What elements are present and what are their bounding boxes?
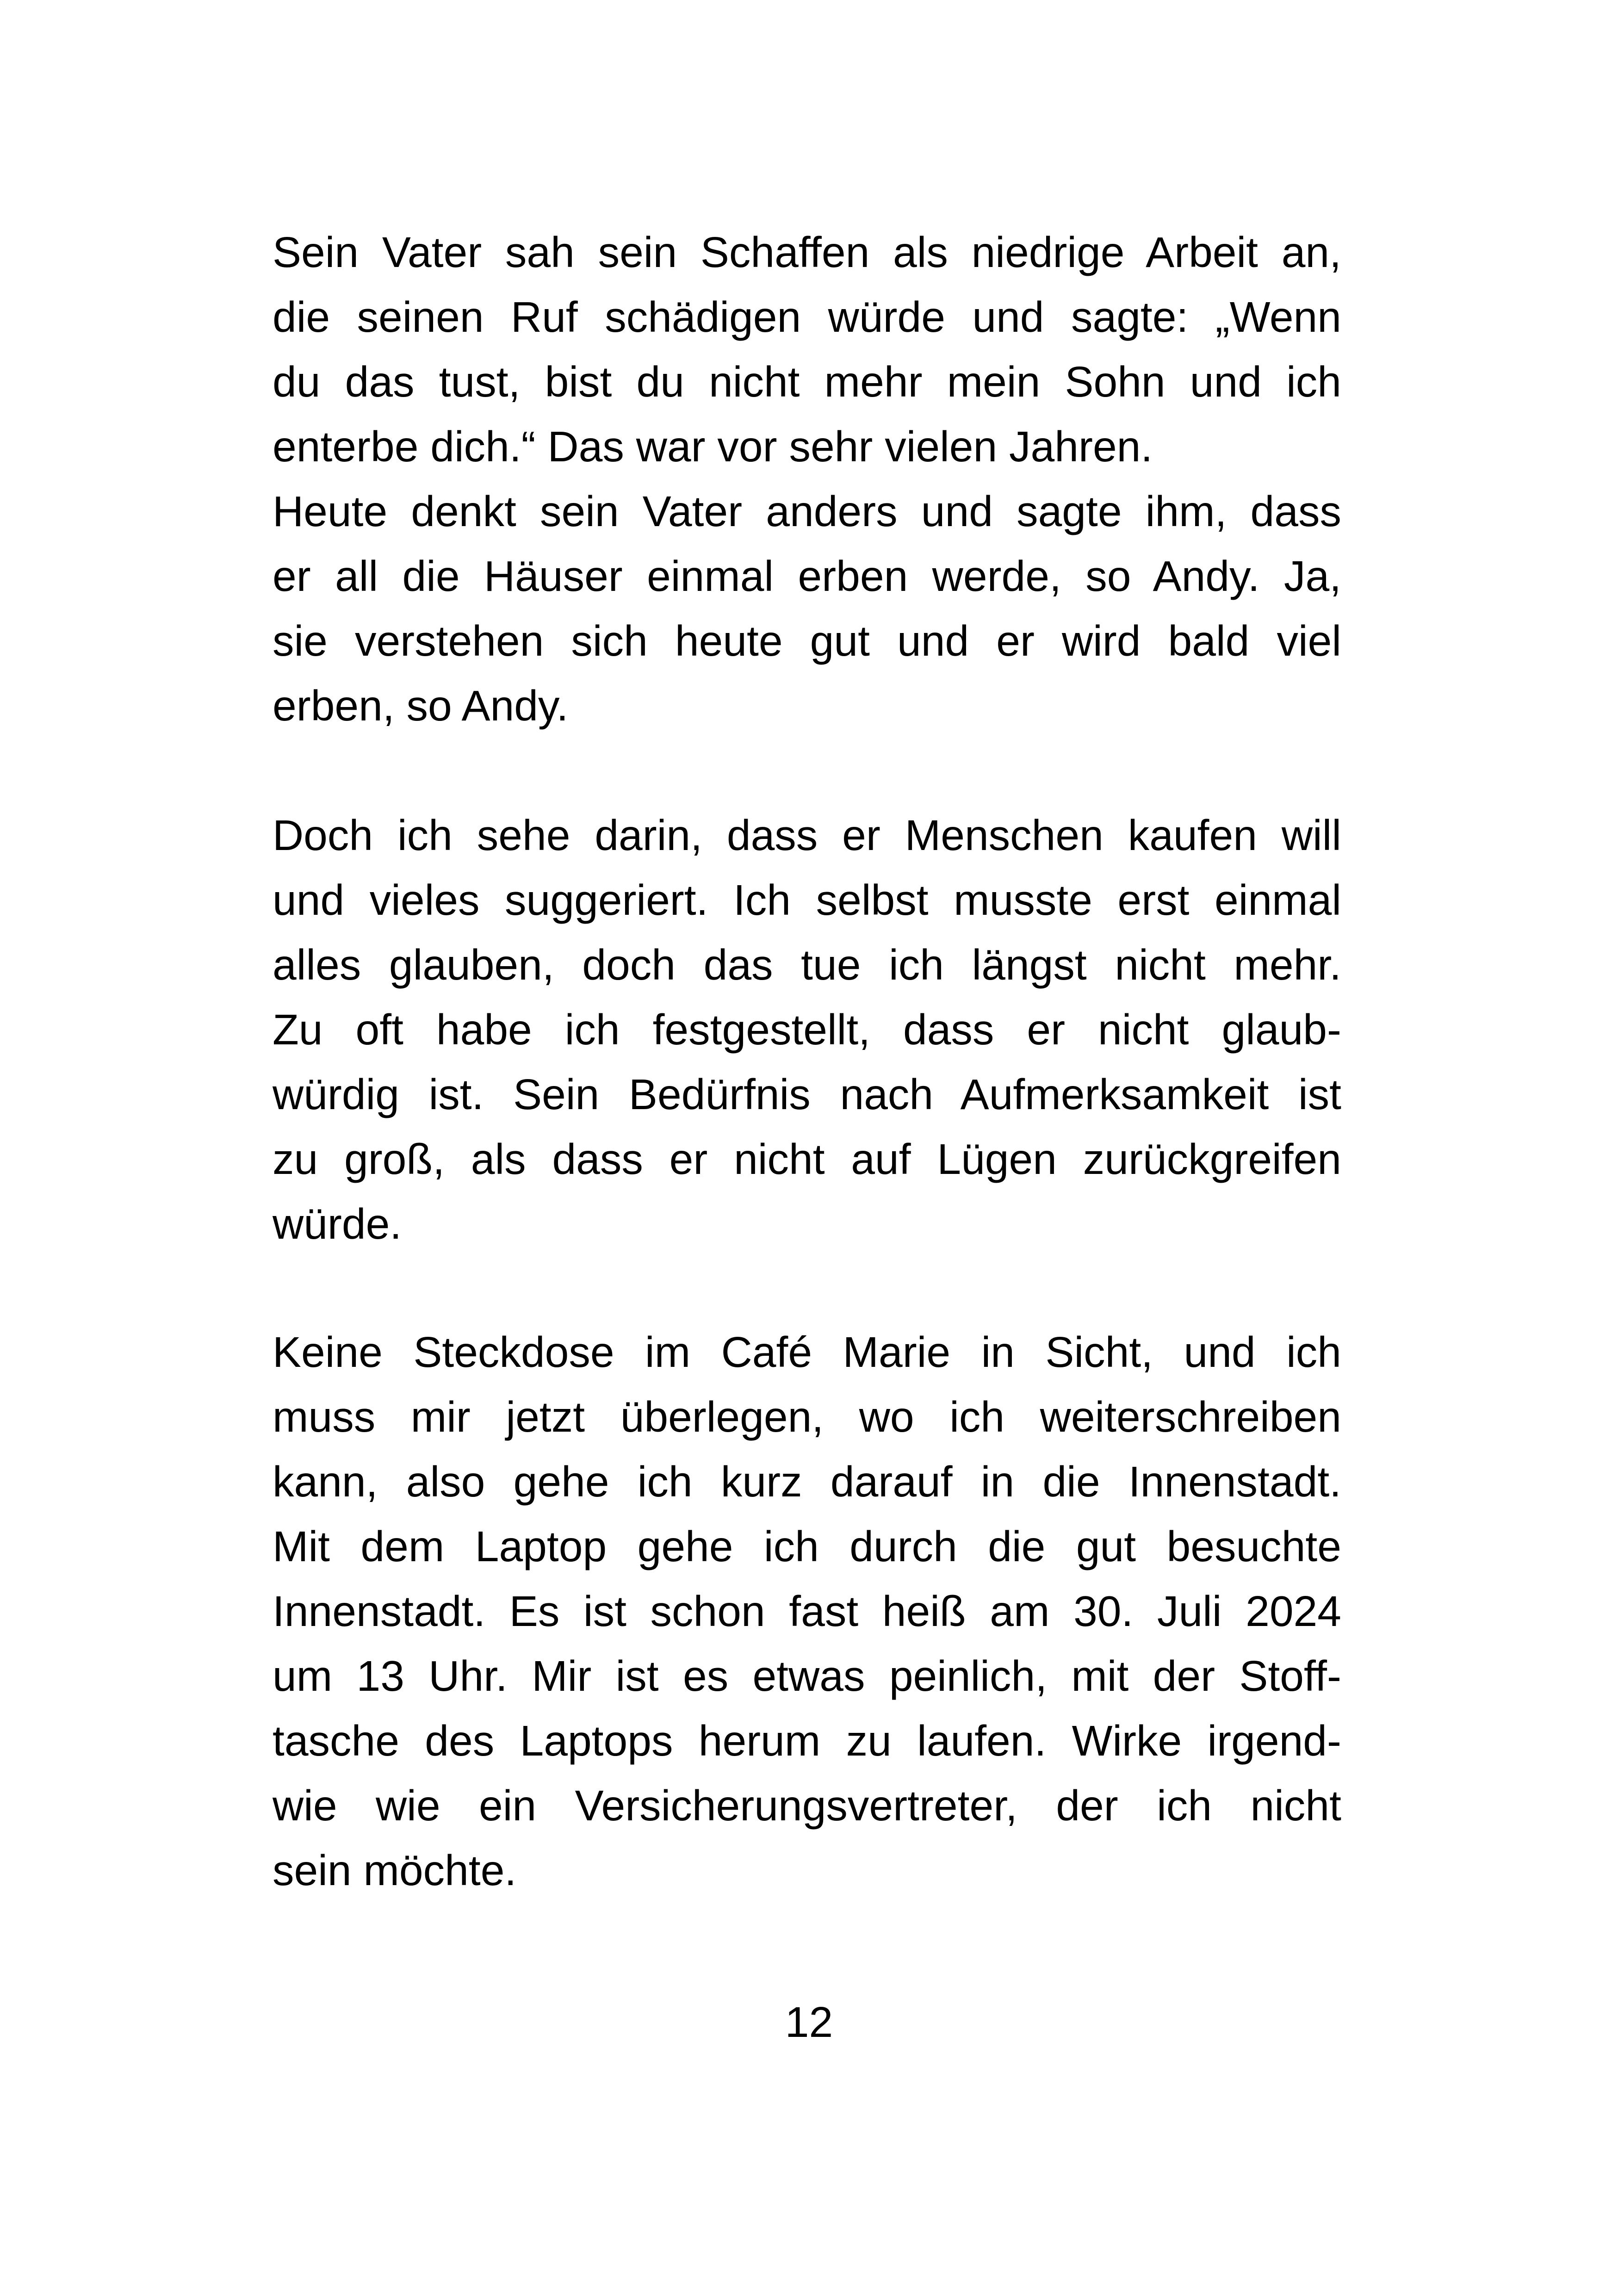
text-line: Keine Steckdose im Café Marie in Sicht, und ich xyxy=(273,1328,1341,1376)
paragraph-2 xyxy=(273,803,1341,1256)
text-line: tasche des Laptops herum zu laufen. Wirke irgend- xyxy=(273,1717,1341,1765)
paragraph-3 xyxy=(273,1320,1341,1903)
text-line: sie verstehen sich heute gut und er wird bald viel xyxy=(273,617,1341,665)
text-line: du das tust, bist du nicht mehr mein Sohn und ich xyxy=(273,358,1341,406)
text-line: würdig ist. Sein Bedürfnis nach Aufmerksamkeit ist xyxy=(273,1070,1341,1118)
text-line: würde. xyxy=(273,1200,402,1248)
text-line: Innenstadt. Es ist schon fast heiß am 30. Juli 2024 xyxy=(273,1587,1341,1635)
text-line: enterbe dich.“ Das war vor sehr vielen Jahren. xyxy=(273,422,1153,471)
text-line: kann, also gehe ich kurz darauf in die Innenstadt. xyxy=(273,1458,1341,1506)
text-line: muss mir jetzt überlegen, wo ich weiterschreiben xyxy=(273,1393,1341,1441)
text-line: Heute denkt sein Vater anders und sagte ihm, dass xyxy=(273,487,1341,535)
text-line: er all die Häuser einmal erben werde, so Andy. Ja, xyxy=(273,552,1341,600)
text-line: um 13 Uhr. Mir ist es etwas peinlich, mit der Stoff- xyxy=(273,1652,1341,1700)
text-line: sein möchte. xyxy=(273,1846,517,1894)
text-line: alles glauben, doch das tue ich längst nicht mehr. xyxy=(273,941,1341,989)
text-line: Sein Vater sah sein Schaffen als niedrige Arbeit an, xyxy=(273,228,1341,276)
text-line: wie wie ein Versicherungsvertreter, der ich nicht xyxy=(273,1781,1341,1830)
text-line: erben, so Andy. xyxy=(273,682,569,730)
page-number: 12 xyxy=(785,1998,833,2046)
text-line: zu groß, als dass er nicht auf Lügen zurückgreifen xyxy=(273,1135,1341,1183)
text-line: die seinen Ruf schädigen würde und sagte: „Wenn xyxy=(273,293,1341,341)
text-line: Doch ich sehe darin, dass er Menschen kaufen will xyxy=(273,811,1341,859)
text-line: Zu oft habe ich festgestellt, dass er nicht glaub- xyxy=(273,1005,1341,1054)
paragraph-1 xyxy=(273,220,1341,738)
text-line: Mit dem Laptop gehe ich durch die gut besuchte xyxy=(273,1522,1341,1570)
text-line: und vieles suggeriert. Ich selbst musste erst einmal xyxy=(273,876,1341,924)
